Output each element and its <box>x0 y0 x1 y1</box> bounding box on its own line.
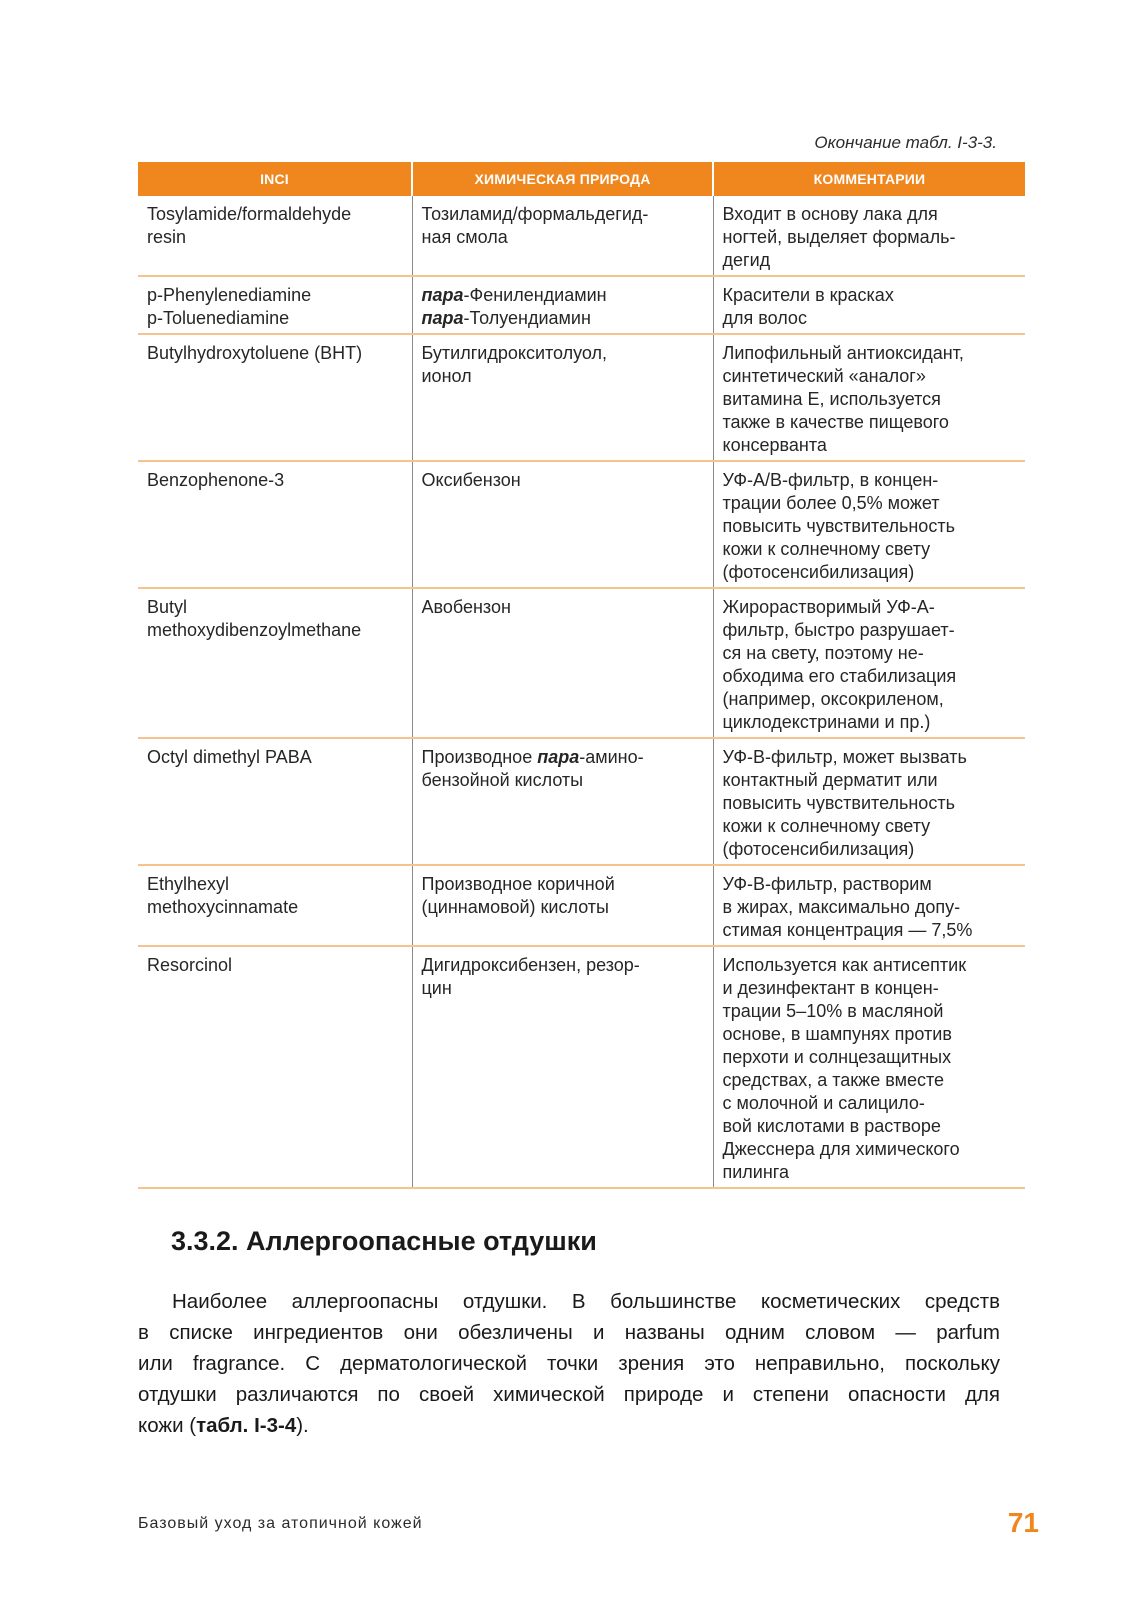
table-row <box>138 461 1025 588</box>
table-row <box>138 276 1025 334</box>
cell-line: Используется как антисептик <box>722 955 967 975</box>
cell-line: (циннамовой) кислоты <box>421 897 609 917</box>
paragraph-line: Наиболее аллергоопасны отдушки. В большинстве косметических средств <box>172 1290 1000 1313</box>
table-row <box>138 334 1025 461</box>
cell-nature <box>412 196 713 276</box>
table-row <box>138 588 1025 738</box>
cell-inci <box>138 588 412 738</box>
cell-line <box>422 307 704 330</box>
header-comments: КОММЕНТАРИИ <box>713 162 1025 196</box>
cell-line: Butylhydroxytoluene (BHT) <box>147 343 363 363</box>
cell-line: Тозиламид/формальдегид- <box>421 204 649 224</box>
cell-line: ся на свету, поэтому не- <box>722 643 924 663</box>
table-row <box>138 865 1025 946</box>
cell-nature <box>412 334 713 461</box>
cell-comment <box>713 738 1025 865</box>
cell-line: трации более 0,5% может <box>722 493 940 513</box>
cell-comment <box>713 588 1025 738</box>
cell-line: также в качестве пищевого <box>722 412 949 432</box>
cell-text: -Толуендиамин <box>463 308 591 328</box>
cell-inci <box>138 461 412 588</box>
cell-inci <box>138 865 412 946</box>
paragraph-line: или fragrance. С дерматологической точки зрения это неправильно, поскольку <box>138 1352 1000 1375</box>
cell-line: кожи к солнечному свету <box>722 816 931 836</box>
cell-text: -амино- <box>579 747 644 767</box>
cell-line: Tosylamide/formaldehyde <box>147 204 352 224</box>
running-footer-title: Базовый уход за атопичной кожей <box>138 1515 423 1532</box>
cell-line: methoxycinnamate <box>147 897 299 917</box>
cell-nature <box>412 946 713 1188</box>
ingredients-table <box>138 162 1025 1189</box>
cell-line: Авобензон <box>421 597 511 617</box>
table-row <box>138 738 1025 865</box>
cell-line: дегид <box>722 250 771 270</box>
cell-comment <box>713 461 1025 588</box>
cell-line: (фотосенсибилизация) <box>722 562 915 582</box>
cell-inci <box>138 276 412 334</box>
cell-comment <box>713 334 1025 461</box>
cell-line: и дезинфектант в концен- <box>722 978 939 998</box>
italic-word: пара <box>537 747 580 767</box>
cell-line: основе, в шампунях против <box>722 1024 952 1044</box>
cell-line: цин <box>421 978 452 998</box>
cell-line: циклодекстринами и пр.) <box>722 712 931 732</box>
cell-nature <box>412 276 713 334</box>
cell-inci <box>138 738 412 865</box>
cell-line: повысить чувствительность <box>722 793 955 813</box>
cell-nature <box>412 738 713 865</box>
cell-line: средствах, а также вместе <box>722 1070 945 1090</box>
cell-comment <box>713 196 1025 276</box>
italic-prefix: пара <box>421 308 464 328</box>
cell-line: Входит в основу лака для <box>722 204 938 224</box>
paragraph-line: в списке ингредиентов они обезличены и названы одним словом — parfum <box>138 1321 1000 1344</box>
cell-line: консерванта <box>722 435 827 455</box>
cell-line: УФ-А/В-фильтр, в концен- <box>722 470 939 490</box>
table-row <box>138 946 1025 1188</box>
cell-line: Джесснера для химического <box>722 1139 960 1159</box>
body-paragraph <box>138 1286 1000 1441</box>
section-heading: 3.3.2. Аллергоопасные отдушки <box>171 1226 597 1256</box>
cell-line: Бутилгидрокситолуол, <box>421 343 608 363</box>
cell-line: для волос <box>722 308 807 328</box>
cell-comment <box>713 276 1025 334</box>
cell-inci <box>138 946 412 1188</box>
cell-line: p-Toluenediamine <box>147 308 290 328</box>
cell-line: в жирах, максимально допу- <box>722 897 961 917</box>
cell-line: Ethylhexyl <box>147 874 230 894</box>
cell-line: перхоти и солнцезащитных <box>722 1047 952 1067</box>
cell-line: ионол <box>421 366 472 386</box>
cell-line: повысить чувствительность <box>722 516 955 536</box>
header-inci: INCI <box>138 162 412 196</box>
cell-line: УФ-В-фильтр, может вызвать <box>722 747 967 767</box>
cell-line: p-Phenylenediamine <box>147 285 312 305</box>
cell-line: синтетический «аналог» <box>722 366 926 386</box>
cell-line: кожи к солнечному свету <box>722 539 931 559</box>
cell-line: Resorcinol <box>147 955 233 975</box>
cell-line <box>422 746 704 769</box>
table-header-row <box>138 162 1025 196</box>
cell-inci <box>138 196 412 276</box>
cell-line: пилинга <box>722 1162 789 1182</box>
cell-line: (фотосенсибилизация) <box>722 839 915 859</box>
cell-line: трации 5–10% в масляной <box>722 1001 944 1021</box>
table-caption: Окончание табл. I-3-3. <box>814 133 997 152</box>
cell-line: Octyl dimethyl PABA <box>147 747 312 767</box>
cell-line: Оксибензон <box>421 470 521 490</box>
cell-line: обходима его стабилизация <box>722 666 957 686</box>
cell-line: ная смола <box>421 227 508 247</box>
cell-comment <box>713 865 1025 946</box>
cell-text: Производное <box>421 747 538 767</box>
cell-line: Липофильный антиоксидант, <box>722 343 964 363</box>
paragraph-line: отдушки различаются по своей химической природе и степени опасности для <box>138 1383 1000 1406</box>
page-number: 71 <box>1007 1507 1039 1538</box>
cell-line: Дигидроксибензен, резор- <box>421 955 640 975</box>
cell-nature <box>412 865 713 946</box>
cell-text: -Фенилендиамин <box>463 285 607 305</box>
paragraph-line <box>138 1410 1000 1441</box>
italic-prefix: пара <box>421 285 464 305</box>
cell-line: Butyl <box>147 597 188 617</box>
cell-nature <box>412 461 713 588</box>
cell-line: вой кислотами в растворе <box>722 1116 941 1136</box>
cell-line: ногтей, выделяет формаль- <box>722 227 956 247</box>
cell-line: Производное коричной <box>421 874 615 894</box>
cell-line: УФ-В-фильтр, растворим <box>722 874 932 894</box>
table-row <box>138 196 1025 276</box>
cell-line: бензойной кислоты <box>421 770 584 790</box>
cell-line: Красители в красках <box>722 285 894 305</box>
cell-line: стимая концентрация — 7,5% <box>722 920 973 940</box>
cell-line: Жирорастворимый УФ-А- <box>722 597 935 617</box>
cell-line: methoxydibenzoylmethane <box>147 620 362 640</box>
cell-line: с молочной и салицило- <box>722 1093 925 1113</box>
table-reference: табл. I-3-4 <box>196 1414 297 1437</box>
cell-line: resin <box>147 227 187 247</box>
cell-line: Benzophenone-3 <box>147 470 285 490</box>
cell-line: контактный дерматит или <box>722 770 938 790</box>
cell-line: (например, оксокриленом, <box>722 689 944 709</box>
paragraph-text: кожи ( <box>138 1414 197 1437</box>
cell-comment <box>713 946 1025 1188</box>
cell-inci <box>138 334 412 461</box>
header-chemical-nature: ХИМИЧЕСКАЯ ПРИРОДА <box>412 162 713 196</box>
paragraph-text: ). <box>296 1414 309 1437</box>
cell-line: фильтр, быстро разрушает- <box>722 620 955 640</box>
cell-nature <box>412 588 713 738</box>
cell-line <box>422 284 704 307</box>
cell-line: витамина Е, используется <box>722 389 941 409</box>
